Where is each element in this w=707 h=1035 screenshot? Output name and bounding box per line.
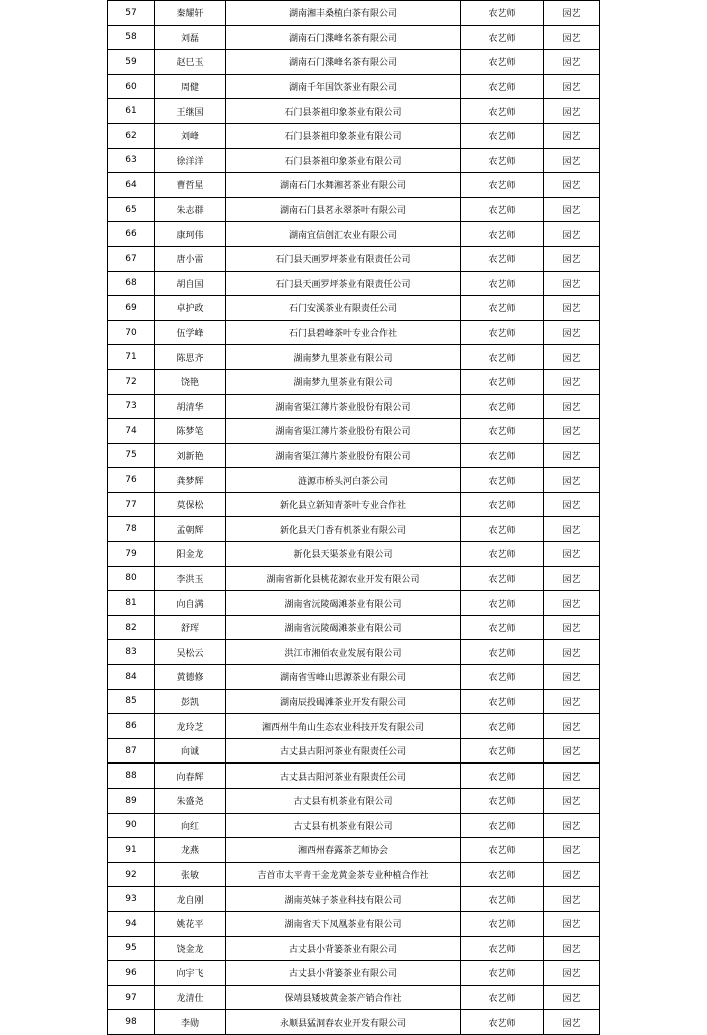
organization-cell: 石门县天画罗坪茶业有限责任公司 bbox=[226, 246, 461, 271]
professional-title-cell: 农艺师 bbox=[461, 689, 544, 714]
professional-title-cell: 农艺师 bbox=[461, 246, 544, 271]
specialty-category-cell: 园艺 bbox=[544, 689, 600, 714]
table-row bbox=[108, 789, 600, 814]
person-name-cell: 王继国 bbox=[155, 99, 226, 124]
table-row bbox=[108, 689, 600, 714]
table-row bbox=[108, 50, 600, 75]
professional-title-cell: 农艺师 bbox=[461, 50, 544, 75]
professional-title-cell: 农艺师 bbox=[461, 99, 544, 124]
specialty-category-cell: 园艺 bbox=[544, 517, 600, 542]
row-number-cell: 73 bbox=[108, 394, 155, 419]
professional-title-cell: 农艺师 bbox=[461, 862, 544, 887]
organization-cell: 石门县碧峰茶叶专业合作社 bbox=[226, 320, 461, 345]
professional-title-cell: 农艺师 bbox=[461, 1, 544, 26]
organization-cell: 吉首市太平青干金龙黄金茶专业种植合作社 bbox=[226, 862, 461, 887]
organization-cell: 新化县天渠茶业有限公司 bbox=[226, 542, 461, 567]
row-number-cell: 63 bbox=[108, 148, 155, 173]
organization-cell: 保靖县矮坡黄金茶产销合作社 bbox=[226, 985, 461, 1010]
specialty-category-cell: 园艺 bbox=[544, 492, 600, 517]
professional-title-cell: 农艺师 bbox=[461, 936, 544, 961]
table-row bbox=[108, 74, 600, 99]
specialty-category-cell: 园艺 bbox=[544, 985, 600, 1010]
row-number-cell: 72 bbox=[108, 369, 155, 394]
organization-cell: 涟源市桥头河白茶公司 bbox=[226, 468, 461, 493]
row-number-cell: 60 bbox=[108, 74, 155, 99]
table-row bbox=[108, 763, 600, 788]
organization-cell: 新化县立新知青茶叶专业合作社 bbox=[226, 492, 461, 517]
person-name-cell: 伍学峰 bbox=[155, 320, 226, 345]
organization-cell: 湖南千年国饮茶业有限公司 bbox=[226, 74, 461, 99]
table-row bbox=[108, 492, 600, 517]
organization-cell: 石门县茶祖印象茶业有限公司 bbox=[226, 148, 461, 173]
person-name-cell: 龙自刚 bbox=[155, 887, 226, 912]
organization-cell: 古丈县古阳河茶业有限责任公司 bbox=[226, 738, 461, 763]
table-row bbox=[108, 542, 600, 567]
professional-title-cell: 农艺师 bbox=[461, 74, 544, 99]
person-name-cell: 向春辉 bbox=[155, 763, 226, 788]
table-row bbox=[108, 813, 600, 838]
person-name-cell: 向宇飞 bbox=[155, 961, 226, 986]
row-number-cell: 57 bbox=[108, 1, 155, 26]
professional-title-cell: 农艺师 bbox=[461, 887, 544, 912]
person-name-cell: 陈梦笔 bbox=[155, 419, 226, 444]
table-row bbox=[108, 419, 600, 444]
row-number-cell: 95 bbox=[108, 936, 155, 961]
organization-cell: 石门县天画罗坪茶业有限责任公司 bbox=[226, 271, 461, 296]
row-number-cell: 79 bbox=[108, 542, 155, 567]
organization-cell: 湖南梦九里茶业有限公司 bbox=[226, 345, 461, 370]
professional-title-cell: 农艺师 bbox=[461, 468, 544, 493]
organization-cell: 湖南省天下凤凰茶业有限公司 bbox=[226, 911, 461, 936]
specialty-category-cell: 园艺 bbox=[544, 419, 600, 444]
person-name-cell: 周健 bbox=[155, 74, 226, 99]
specialty-category-cell: 园艺 bbox=[544, 640, 600, 665]
person-name-cell: 卓护政 bbox=[155, 296, 226, 321]
person-name-cell: 唐小雷 bbox=[155, 246, 226, 271]
row-number-cell: 77 bbox=[108, 492, 155, 517]
roster-table-body bbox=[108, 1, 600, 1035]
row-number-cell: 74 bbox=[108, 419, 155, 444]
table-row bbox=[108, 591, 600, 616]
specialty-category-cell: 园艺 bbox=[544, 394, 600, 419]
organization-cell: 新化县天门香有机茶业有限公司 bbox=[226, 517, 461, 542]
organization-cell: 湖南湘丰桑植白茶有限公司 bbox=[226, 1, 461, 26]
table-row bbox=[108, 862, 600, 887]
organization-cell: 湖南梦九里茶业有限公司 bbox=[226, 369, 461, 394]
specialty-category-cell: 园艺 bbox=[544, 936, 600, 961]
specialty-category-cell: 园艺 bbox=[544, 197, 600, 222]
row-number-cell: 85 bbox=[108, 689, 155, 714]
professional-title-cell: 农艺师 bbox=[461, 591, 544, 616]
table-row bbox=[108, 1, 600, 26]
person-name-cell: 李勋 bbox=[155, 1010, 226, 1035]
row-number-cell: 91 bbox=[108, 838, 155, 863]
person-name-cell: 阳金龙 bbox=[155, 542, 226, 567]
organization-cell: 古丈县古阳河茶业有限责任公司 bbox=[226, 763, 461, 788]
specialty-category-cell: 园艺 bbox=[544, 838, 600, 863]
row-number-cell: 68 bbox=[108, 271, 155, 296]
row-number-cell: 83 bbox=[108, 640, 155, 665]
row-number-cell: 58 bbox=[108, 25, 155, 50]
specialty-category-cell: 园艺 bbox=[544, 789, 600, 814]
organization-cell: 湖南省渠江薄片茶业股份有限公司 bbox=[226, 419, 461, 444]
table-row bbox=[108, 222, 600, 247]
table-row bbox=[108, 197, 600, 222]
professional-title-cell: 农艺师 bbox=[461, 640, 544, 665]
specialty-category-cell: 园艺 bbox=[544, 271, 600, 296]
row-number-cell: 80 bbox=[108, 566, 155, 591]
professional-title-cell: 农艺师 bbox=[461, 542, 544, 567]
person-name-cell: 曹哲星 bbox=[155, 173, 226, 198]
specialty-category-cell: 园艺 bbox=[544, 320, 600, 345]
table-row bbox=[108, 1010, 600, 1035]
professional-title-cell: 农艺师 bbox=[461, 222, 544, 247]
table-row bbox=[108, 148, 600, 173]
row-number-cell: 65 bbox=[108, 197, 155, 222]
professional-title-cell: 农艺师 bbox=[461, 1010, 544, 1035]
person-name-cell: 吴松云 bbox=[155, 640, 226, 665]
professional-title-cell: 农艺师 bbox=[461, 345, 544, 370]
person-name-cell: 向诚 bbox=[155, 738, 226, 763]
row-number-cell: 64 bbox=[108, 173, 155, 198]
specialty-category-cell: 园艺 bbox=[544, 148, 600, 173]
row-number-cell: 92 bbox=[108, 862, 155, 887]
specialty-category-cell: 园艺 bbox=[544, 369, 600, 394]
organization-cell: 石门县茶祖印象茶业有限公司 bbox=[226, 99, 461, 124]
specialty-category-cell: 园艺 bbox=[544, 25, 600, 50]
person-name-cell: 徐洋洋 bbox=[155, 148, 226, 173]
row-number-cell: 70 bbox=[108, 320, 155, 345]
professional-title-cell: 农艺师 bbox=[461, 985, 544, 1010]
row-number-cell: 59 bbox=[108, 50, 155, 75]
person-name-cell: 向自满 bbox=[155, 591, 226, 616]
specialty-category-cell: 园艺 bbox=[544, 813, 600, 838]
row-number-cell: 87 bbox=[108, 738, 155, 763]
table-row bbox=[108, 99, 600, 124]
table-row bbox=[108, 246, 600, 271]
specialty-category-cell: 园艺 bbox=[544, 345, 600, 370]
organization-cell: 古丈县有机茶业有限公司 bbox=[226, 789, 461, 814]
specialty-category-cell: 园艺 bbox=[544, 1010, 600, 1035]
organization-cell: 古丈县小背篓茶业有限公司 bbox=[226, 961, 461, 986]
person-name-cell: 饶金龙 bbox=[155, 936, 226, 961]
specialty-category-cell: 园艺 bbox=[544, 443, 600, 468]
professional-title-cell: 农艺师 bbox=[461, 714, 544, 739]
person-name-cell: 龙玲芝 bbox=[155, 714, 226, 739]
row-number-cell: 84 bbox=[108, 665, 155, 690]
person-name-cell: 朱志群 bbox=[155, 197, 226, 222]
organization-cell: 古丈县有机茶业有限公司 bbox=[226, 813, 461, 838]
professional-title-cell: 农艺师 bbox=[461, 394, 544, 419]
person-name-cell: 张敏 bbox=[155, 862, 226, 887]
person-name-cell: 彭凯 bbox=[155, 689, 226, 714]
person-name-cell: 刘新艳 bbox=[155, 443, 226, 468]
professional-title-cell: 农艺师 bbox=[461, 443, 544, 468]
specialty-category-cell: 园艺 bbox=[544, 99, 600, 124]
row-number-cell: 62 bbox=[108, 123, 155, 148]
person-name-cell: 龙清仕 bbox=[155, 985, 226, 1010]
professional-title-cell: 农艺师 bbox=[461, 961, 544, 986]
specialty-category-cell: 园艺 bbox=[544, 222, 600, 247]
person-name-cell: 龚梦辉 bbox=[155, 468, 226, 493]
table-row bbox=[108, 25, 600, 50]
specialty-category-cell: 园艺 bbox=[544, 665, 600, 690]
professional-title-cell: 农艺师 bbox=[461, 369, 544, 394]
professional-title-cell: 农艺师 bbox=[461, 763, 544, 788]
row-number-cell: 98 bbox=[108, 1010, 155, 1035]
specialty-category-cell: 园艺 bbox=[544, 74, 600, 99]
specialty-category-cell: 园艺 bbox=[544, 246, 600, 271]
specialty-category-cell: 园艺 bbox=[544, 50, 600, 75]
specialty-category-cell: 园艺 bbox=[544, 911, 600, 936]
row-number-cell: 61 bbox=[108, 99, 155, 124]
person-name-cell: 陈思齐 bbox=[155, 345, 226, 370]
organization-cell: 湖南辰投碣滩茶业开发有限公司 bbox=[226, 689, 461, 714]
table-row bbox=[108, 123, 600, 148]
row-number-cell: 93 bbox=[108, 887, 155, 912]
row-number-cell: 69 bbox=[108, 296, 155, 321]
row-number-cell: 89 bbox=[108, 789, 155, 814]
row-number-cell: 97 bbox=[108, 985, 155, 1010]
specialty-category-cell: 园艺 bbox=[544, 763, 600, 788]
organization-cell: 石门安溪茶业有限责任公司 bbox=[226, 296, 461, 321]
table-row bbox=[108, 369, 600, 394]
roster-sheet bbox=[107, 0, 599, 1035]
row-number-cell: 66 bbox=[108, 222, 155, 247]
person-name-cell: 秦耀轩 bbox=[155, 1, 226, 26]
specialty-category-cell: 园艺 bbox=[544, 714, 600, 739]
professional-title-cell: 农艺师 bbox=[461, 838, 544, 863]
professional-title-cell: 农艺师 bbox=[461, 148, 544, 173]
specialty-category-cell: 园艺 bbox=[544, 468, 600, 493]
professional-title-cell: 农艺师 bbox=[461, 197, 544, 222]
professional-title-cell: 农艺师 bbox=[461, 25, 544, 50]
person-name-cell: 向红 bbox=[155, 813, 226, 838]
person-name-cell: 莫保松 bbox=[155, 492, 226, 517]
specialty-category-cell: 园艺 bbox=[544, 542, 600, 567]
person-name-cell: 刘峰 bbox=[155, 123, 226, 148]
professional-title-cell: 农艺师 bbox=[461, 615, 544, 640]
roster-table bbox=[107, 0, 600, 1035]
organization-cell: 湘西州牛角山生态农业科技开发有限公司 bbox=[226, 714, 461, 739]
table-row bbox=[108, 911, 600, 936]
organization-cell: 石门县茶祖印象茶业有限公司 bbox=[226, 123, 461, 148]
person-name-cell: 黄德修 bbox=[155, 665, 226, 690]
person-name-cell: 龙燕 bbox=[155, 838, 226, 863]
professional-title-cell: 农艺师 bbox=[461, 296, 544, 321]
person-name-cell: 康珂伟 bbox=[155, 222, 226, 247]
person-name-cell: 赵巳玉 bbox=[155, 50, 226, 75]
organization-cell: 湘西州春露茶艺师协会 bbox=[226, 838, 461, 863]
specialty-category-cell: 园艺 bbox=[544, 173, 600, 198]
table-row bbox=[108, 961, 600, 986]
row-number-cell: 75 bbox=[108, 443, 155, 468]
organization-cell: 湖南省雪峰山思源茶业有限公司 bbox=[226, 665, 461, 690]
organization-cell: 湖南石门水舞湘茗茶业有限公司 bbox=[226, 173, 461, 198]
person-name-cell: 刘磊 bbox=[155, 25, 226, 50]
row-number-cell: 88 bbox=[108, 763, 155, 788]
table-row bbox=[108, 173, 600, 198]
person-name-cell: 李洪玉 bbox=[155, 566, 226, 591]
specialty-category-cell: 园艺 bbox=[544, 123, 600, 148]
table-row bbox=[108, 665, 600, 690]
table-row bbox=[108, 887, 600, 912]
row-number-cell: 78 bbox=[108, 517, 155, 542]
specialty-category-cell: 园艺 bbox=[544, 296, 600, 321]
table-row bbox=[108, 443, 600, 468]
table-row bbox=[108, 345, 600, 370]
professional-title-cell: 农艺师 bbox=[461, 320, 544, 345]
specialty-category-cell: 园艺 bbox=[544, 615, 600, 640]
professional-title-cell: 农艺师 bbox=[461, 271, 544, 296]
row-number-cell: 81 bbox=[108, 591, 155, 616]
row-number-cell: 86 bbox=[108, 714, 155, 739]
organization-cell: 湖南省沅陵碣滩茶业有限公司 bbox=[226, 615, 461, 640]
table-row bbox=[108, 640, 600, 665]
person-name-cell: 姚花平 bbox=[155, 911, 226, 936]
person-name-cell: 孟朝辉 bbox=[155, 517, 226, 542]
table-row bbox=[108, 517, 600, 542]
person-name-cell: 舒珲 bbox=[155, 615, 226, 640]
professional-title-cell: 农艺师 bbox=[461, 813, 544, 838]
organization-cell: 湖南石门县茗永翠茶叶有限公司 bbox=[226, 197, 461, 222]
table-row bbox=[108, 296, 600, 321]
professional-title-cell: 农艺师 bbox=[461, 665, 544, 690]
row-number-cell: 71 bbox=[108, 345, 155, 370]
organization-cell: 湖南省渠江薄片茶业股份有限公司 bbox=[226, 394, 461, 419]
row-number-cell: 90 bbox=[108, 813, 155, 838]
table-row bbox=[108, 738, 600, 763]
specialty-category-cell: 园艺 bbox=[544, 887, 600, 912]
row-number-cell: 94 bbox=[108, 911, 155, 936]
organization-cell: 古丈县小背篓茶业有限公司 bbox=[226, 936, 461, 961]
specialty-category-cell: 园艺 bbox=[544, 566, 600, 591]
organization-cell: 湖南省沅陵碣滩茶业有限公司 bbox=[226, 591, 461, 616]
professional-title-cell: 农艺师 bbox=[461, 517, 544, 542]
organization-cell: 湖南石门渫峰名茶有限公司 bbox=[226, 25, 461, 50]
specialty-category-cell: 园艺 bbox=[544, 738, 600, 763]
organization-cell: 湖南石门渫峰名茶有限公司 bbox=[226, 50, 461, 75]
table-row bbox=[108, 985, 600, 1010]
specialty-category-cell: 园艺 bbox=[544, 1, 600, 26]
organization-cell: 湖南省渠江薄片茶业股份有限公司 bbox=[226, 443, 461, 468]
organization-cell: 永顺县猛洞春农业开发有限公司 bbox=[226, 1010, 461, 1035]
table-row bbox=[108, 468, 600, 493]
row-number-cell: 67 bbox=[108, 246, 155, 271]
table-row bbox=[108, 615, 600, 640]
organization-cell: 湖南英妹子茶业科技有限公司 bbox=[226, 887, 461, 912]
person-name-cell: 饶艳 bbox=[155, 369, 226, 394]
table-row bbox=[108, 936, 600, 961]
specialty-category-cell: 园艺 bbox=[544, 862, 600, 887]
specialty-category-cell: 园艺 bbox=[544, 591, 600, 616]
organization-cell: 湖南省新化县桃花源农业开发有限公司 bbox=[226, 566, 461, 591]
professional-title-cell: 农艺师 bbox=[461, 738, 544, 763]
professional-title-cell: 农艺师 bbox=[461, 566, 544, 591]
row-number-cell: 96 bbox=[108, 961, 155, 986]
table-row bbox=[108, 714, 600, 739]
person-name-cell: 胡清华 bbox=[155, 394, 226, 419]
organization-cell: 洪江市湘佰农业发展有限公司 bbox=[226, 640, 461, 665]
professional-title-cell: 农艺师 bbox=[461, 492, 544, 517]
professional-title-cell: 农艺师 bbox=[461, 911, 544, 936]
table-row bbox=[108, 838, 600, 863]
table-row bbox=[108, 566, 600, 591]
table-row bbox=[108, 394, 600, 419]
table-row bbox=[108, 320, 600, 345]
specialty-category-cell: 园艺 bbox=[544, 961, 600, 986]
person-name-cell: 胡自国 bbox=[155, 271, 226, 296]
professional-title-cell: 农艺师 bbox=[461, 123, 544, 148]
professional-title-cell: 农艺师 bbox=[461, 173, 544, 198]
table-row bbox=[108, 271, 600, 296]
organization-cell: 湖南宜信创汇农业有限公司 bbox=[226, 222, 461, 247]
row-number-cell: 76 bbox=[108, 468, 155, 493]
professional-title-cell: 农艺师 bbox=[461, 419, 544, 444]
row-number-cell: 82 bbox=[108, 615, 155, 640]
professional-title-cell: 农艺师 bbox=[461, 789, 544, 814]
person-name-cell: 朱盛尧 bbox=[155, 789, 226, 814]
